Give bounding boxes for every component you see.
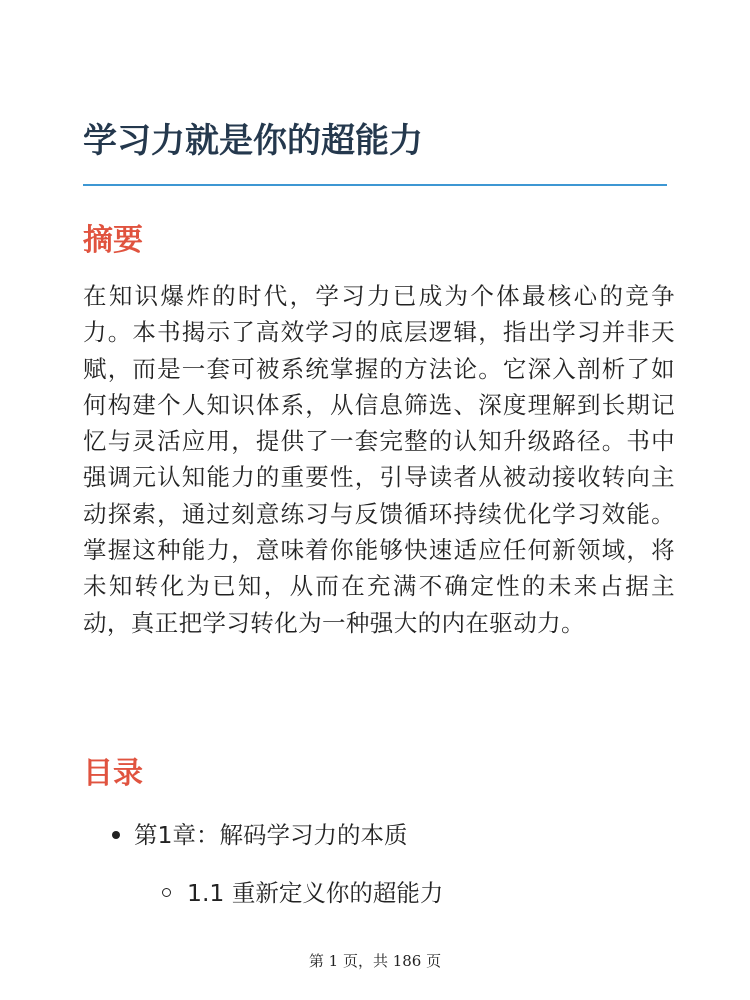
bullet-disc-icon: [112, 831, 120, 839]
abstract-body: 在知识爆炸的时代，学习力已成为个体最核心的竞争力。本书揭示了高效学习的底层逻辑，指出学习并非天赋，而是一套可被系统掌握的方法论。它深入剖析了如何构建个人知识体系，从信息筛选、深度理解到长期记忆与灵活应用，提供了一套完整的认知升级路径。书中强调元认知能力的重要性，引导读者从被动接收转向主动探索，通过刻意练习与反馈循环持续优化学习效能。掌握这种能力，意味着你能够快速适应任何新领域，将未知转化为已知，从而在充满不确定性的未来占据主动，真正把学习转化为一种强大的内在驱动力。: [83, 282, 675, 637]
toc-item-label: 第1章：解码学习力的本质: [134, 821, 408, 849]
bullet-circle-icon: [162, 888, 171, 897]
abstract-heading: 摘要: [83, 223, 143, 258]
toc-item-chapter-1[interactable]: [112, 817, 407, 853]
document-title: 学习力就是你的超能力: [83, 121, 423, 161]
page-footer: 第 1 页，共 186 页: [308, 952, 442, 970]
title-divider: [83, 184, 667, 186]
toc-item-label: 1.1 重新定义你的超能力: [187, 879, 444, 907]
toc-heading: 目录: [83, 756, 143, 791]
toc-item-section-1-1[interactable]: [162, 875, 443, 911]
